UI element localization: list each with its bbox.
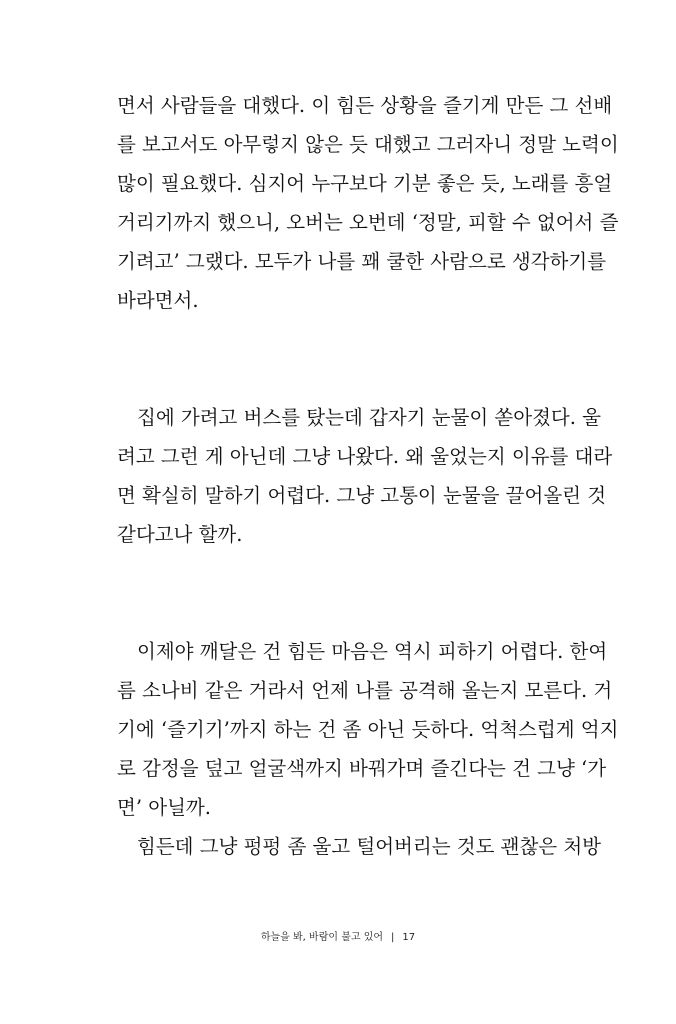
text-line: 기에 ‘즐기기’까지 하는 건 좀 아닌 듯하다. 억척스럽게 억지	[117, 718, 619, 741]
text-line: 기려고’ 그랬다. 모두가 나를 꽤 쿨한 사람으로 생각하기를	[117, 250, 607, 273]
body-text	[117, 86, 619, 866]
paragraph	[117, 398, 613, 554]
text-line: 거리기까지 했으니, 오버는 오번데 ‘정말, 피할 수 없어서 즐	[117, 211, 619, 234]
text-line: 면 확실히 말하기 어렵다. 그냥 고통이 눈물을 끌어올린 것	[117, 484, 607, 507]
text-line: 면서 사람들을 대했다. 이 힘든 상황을 즐기게 만든 그 선배	[117, 94, 613, 117]
page-footer	[0, 931, 676, 945]
paragraph	[117, 86, 619, 320]
text-line: 로 감정을 덮고 얼굴색까지 바꿔가며 즐긴다는 건 그냥 ‘가	[117, 757, 607, 780]
paragraph	[117, 827, 602, 866]
paragraph-gap	[117, 320, 583, 398]
text-line: 힘든데 그냥 펑펑 좀 울고 털어버리는 것도 괜찮은 처방	[137, 835, 602, 858]
page-number: 17	[402, 932, 416, 943]
footer-separator: |	[391, 932, 395, 943]
paragraph	[117, 632, 619, 827]
text-line: 를 보고서도 아무렇지 않은 듯 대했고 그러자니 정말 노력이	[117, 133, 619, 156]
text-line: 많이 필요했다. 심지어 누구보다 기분 좋은 듯, 노래를 흥얼	[117, 172, 613, 195]
text-line: 름 소나비 같은 거라서 언제 나를 공격해 올는지 모른다. 거	[117, 679, 613, 702]
text-line: 면’ 아닐까.	[117, 796, 211, 819]
running-title: 하늘을 봐, 바람이 불고 있어	[260, 932, 384, 943]
text-line: 이제야 깨달은 건 힘든 마음은 역시 피하기 어렵다. 한여	[137, 640, 608, 663]
text-line: 같다고나 할까.	[117, 523, 243, 546]
text-line: 려고 그런 게 아닌데 그냥 나왔다. 왜 울었는지 이유를 대라	[117, 445, 613, 468]
text-line: 바라면서.	[117, 289, 199, 312]
text-line: 집에 가려고 버스를 탔는데 갑자기 눈물이 쏟아졌다. 울	[137, 406, 602, 429]
paragraph-gap	[117, 554, 583, 632]
